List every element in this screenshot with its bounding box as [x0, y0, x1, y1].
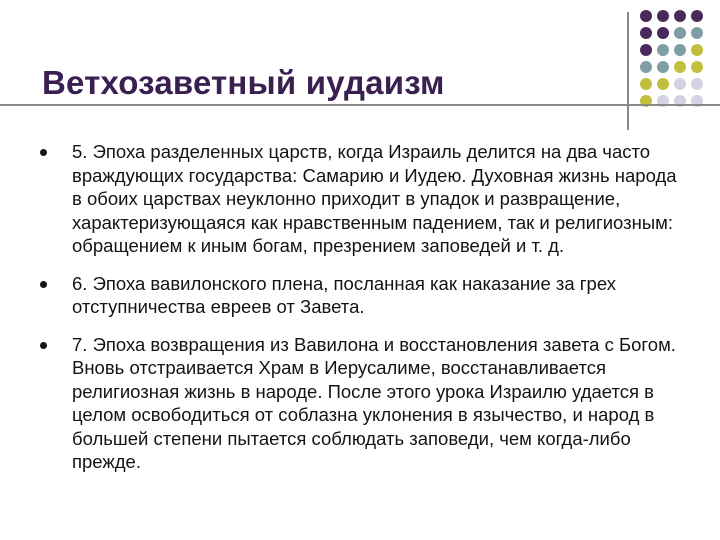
decorative-dot [674, 78, 686, 90]
decorative-dot [657, 27, 669, 39]
decorative-dot [657, 10, 669, 22]
decorative-dot [640, 10, 652, 22]
bullet-icon [40, 281, 47, 288]
decorative-dot [674, 27, 686, 39]
decorative-dot [691, 44, 703, 56]
decorative-dot [640, 27, 652, 39]
decorative-dot [691, 78, 703, 90]
bullet-item [36, 140, 686, 258]
bullet-text: 6. Эпоха вавилонского плена, посланная как наказание за грех отступничества евреев от Завета. [72, 272, 616, 317]
bullet-icon [40, 342, 47, 349]
decorative-dot [640, 78, 652, 90]
decorative-dot [691, 61, 703, 73]
horizontal-divider-line [0, 104, 720, 106]
decorative-dot [674, 61, 686, 73]
bullet-item [36, 272, 686, 319]
decorative-dot [674, 10, 686, 22]
decorative-dot [657, 78, 669, 90]
decorative-dot [691, 27, 703, 39]
decorative-dot [657, 61, 669, 73]
bullet-text: 5. Эпоха разделенных царств, когда Израиль делится на два часто враждующих государства: Самарию и Иудею. Духовная жизнь народа в обоих царствах неуклонно приходит в упадок и развращение, характеризующаяся как нравственным падением, так и религиозным: обращением к иным богам, презрением заповедей и т. д. [72, 141, 677, 256]
decorative-dot [674, 44, 686, 56]
bullet-list [36, 140, 686, 488]
decorative-dot [691, 10, 703, 22]
bullet-icon [40, 149, 47, 156]
decorative-dot [640, 44, 652, 56]
slide-title: Ветхозаветный иудаизм [42, 64, 445, 101]
bullet-text: 7. Эпоха возвращения из Вавилона и восстановления завета с Богом. Вновь отстраивается Храм в Иерусалиме, восстанавливается религиозная жизнь в народе. После этого урока Израилю удается в целом освободиться от соблазна уклонения в язычество, и народ в большей степени пытается соблюдать заповеди, чем когда-либо прежде. [72, 333, 676, 472]
decorative-dot [640, 61, 652, 73]
decorative-dot [657, 44, 669, 56]
bullet-item [36, 333, 686, 474]
vertical-divider-line [627, 12, 629, 130]
